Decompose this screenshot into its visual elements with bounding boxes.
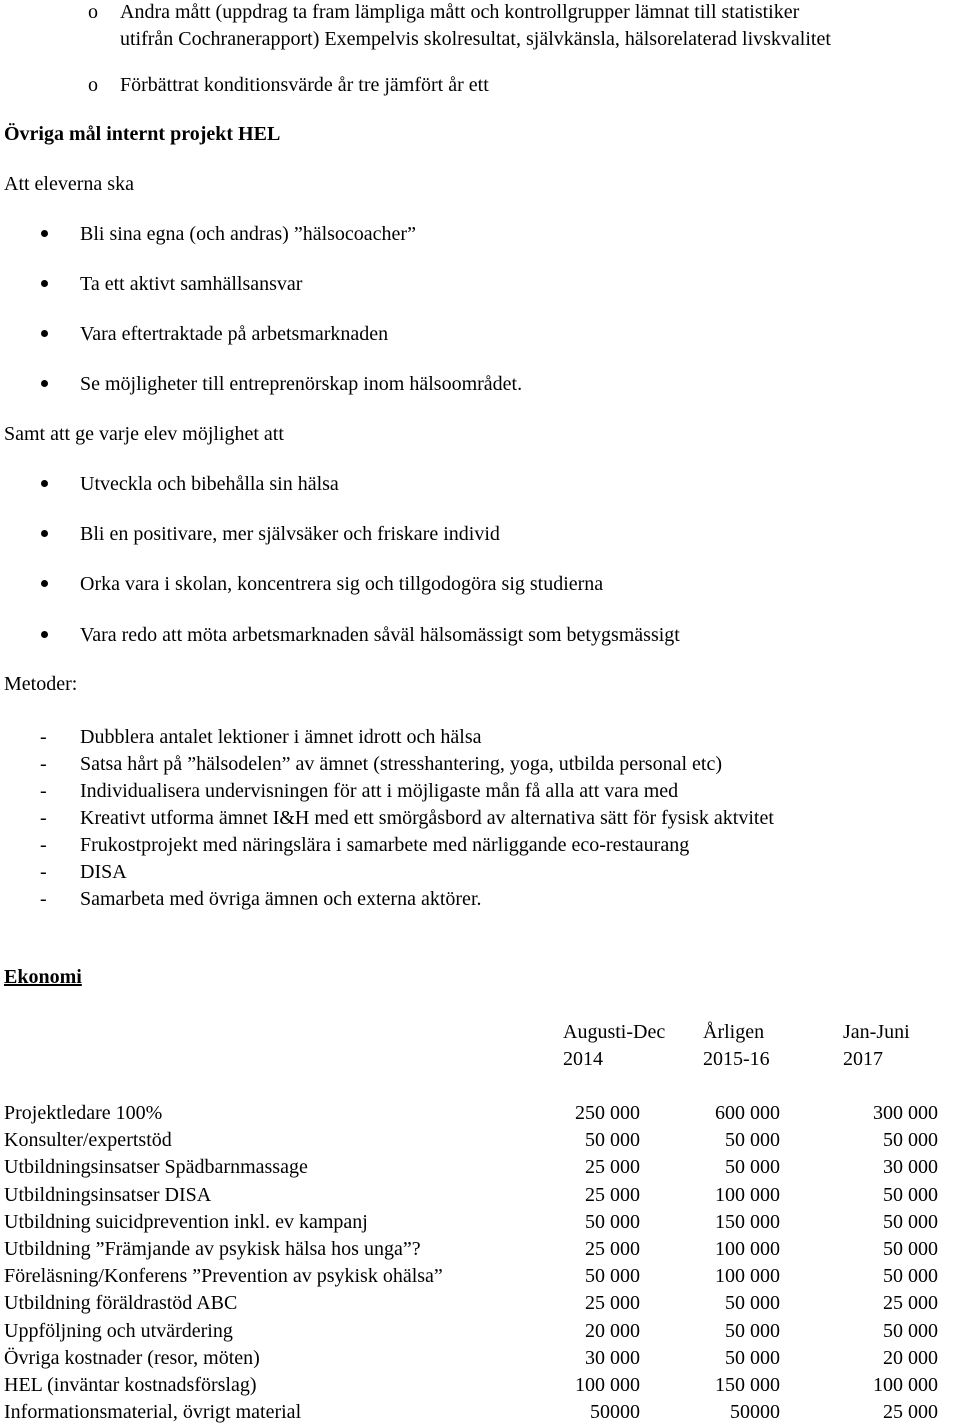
table-row-label: Konsulter/expertstöd bbox=[4, 1129, 172, 1151]
table-cell: 20 000 bbox=[585, 1320, 640, 1342]
table-cell: 50 000 bbox=[883, 1211, 938, 1233]
table-cell: 30 000 bbox=[585, 1347, 640, 1369]
table-cell: 50 000 bbox=[725, 1320, 780, 1342]
dash-marker: - bbox=[40, 726, 47, 748]
dash-marker: - bbox=[40, 834, 47, 856]
intro-eleverna: Att eleverna ska bbox=[4, 173, 134, 195]
list-item-line: utifrån Cochranerapport) Exempelvis skolresultat, självkänsla, hälsorelaterad livskvalitet bbox=[120, 28, 831, 50]
list-item: Frukostprojekt med näringslära i samarbete med närliggande eco-restaurang bbox=[80, 834, 690, 856]
table-cell: 100 000 bbox=[873, 1374, 938, 1396]
dash-marker: - bbox=[40, 888, 47, 910]
list-item: Vara eftertraktade på arbetsmarknaden bbox=[80, 323, 389, 345]
table-row-label: Utbildning ”Främjande av psykisk hälsa hos unga”? bbox=[4, 1238, 421, 1260]
table-cell: 100 000 bbox=[715, 1265, 780, 1287]
column-header: Årligen bbox=[703, 1021, 765, 1043]
table-cell: 50 000 bbox=[725, 1129, 780, 1151]
list-item: Kreativt utforma ämnet I&H med ett smörgåsbord av alternativa sätt för fysisk aktvitet bbox=[80, 807, 774, 829]
list-item: Dubblera antalet lektioner i ämnet idrott och hälsa bbox=[80, 726, 482, 748]
table-cell: 50 000 bbox=[883, 1238, 938, 1260]
table-cell: 600 000 bbox=[715, 1102, 780, 1124]
table-row-label: Föreläsning/Konferens ”Prevention av psykisk ohälsa” bbox=[4, 1265, 443, 1287]
table-row-label: Informationsmaterial, övrigt material bbox=[4, 1401, 302, 1423]
table-cell: 150 000 bbox=[715, 1374, 780, 1396]
list-marker: o bbox=[88, 74, 98, 96]
table-cell: 50 000 bbox=[725, 1292, 780, 1314]
table-cell: 50000 bbox=[590, 1401, 640, 1423]
bullet-icon bbox=[41, 631, 48, 638]
table-cell: 100 000 bbox=[715, 1238, 780, 1260]
metoder-label: Metoder: bbox=[4, 673, 78, 695]
table-row-label: Utbildning föräldrastöd ABC bbox=[4, 1292, 238, 1314]
bullet-icon bbox=[41, 230, 48, 237]
ekonomi-heading: Ekonomi bbox=[4, 966, 82, 988]
table-cell: 30 000 bbox=[883, 1156, 938, 1178]
table-cell: 25 000 bbox=[585, 1156, 640, 1178]
list-item: Individualisera undervisningen för att i möjligaste mån få alla att vara med bbox=[80, 780, 679, 802]
table-cell: 50 000 bbox=[725, 1156, 780, 1178]
intro-samt: Samt att ge varje elev möjlighet att bbox=[4, 423, 284, 445]
list-item-line: Förbättrat konditionsvärde år tre jämfört år ett bbox=[120, 74, 489, 96]
bullet-icon bbox=[41, 380, 48, 387]
list-item: Vara redo att möta arbetsmarknaden såväl hälsomässigt som betygsmässigt bbox=[80, 624, 680, 646]
table-row-label: Utbildning suicidprevention inkl. ev kampanj bbox=[4, 1211, 368, 1233]
table-cell: 50 000 bbox=[883, 1320, 938, 1342]
list-item: Utveckla och bibehålla sin hälsa bbox=[80, 473, 339, 495]
table-row-label: HEL (inväntar kostnadsförslag) bbox=[4, 1374, 257, 1396]
table-cell: 100 000 bbox=[575, 1374, 640, 1396]
list-item: Bli sina egna (och andras) ”hälsocoacher” bbox=[80, 223, 416, 245]
table-cell: 25 000 bbox=[585, 1238, 640, 1260]
list-item: Se möjligheter till entreprenörskap inom hälsoområdet. bbox=[80, 373, 523, 395]
column-header: 2014 bbox=[563, 1048, 603, 1070]
table-row-label: Utbildningsinsatser Spädbarnmassage bbox=[4, 1156, 308, 1178]
bullet-icon bbox=[41, 280, 48, 287]
table-row-label: Övriga kostnader (resor, möten) bbox=[4, 1347, 260, 1369]
list-item: Satsa hårt på ”hälsodelen” av ämnet (stresshantering, yoga, utbilda personal etc) bbox=[80, 753, 722, 775]
table-row-label: Utbildningsinsatser DISA bbox=[4, 1184, 212, 1206]
dash-marker: - bbox=[40, 861, 47, 883]
dash-marker: - bbox=[40, 780, 47, 802]
table-cell: 25 000 bbox=[883, 1401, 938, 1423]
list-item: DISA bbox=[80, 861, 127, 883]
table-cell: 25 000 bbox=[585, 1184, 640, 1206]
table-row-label: Uppföljning och utvärdering bbox=[4, 1320, 233, 1342]
table-cell: 50 000 bbox=[585, 1265, 640, 1287]
table-cell: 50000 bbox=[730, 1401, 780, 1423]
table-cell: 50 000 bbox=[725, 1347, 780, 1369]
dash-marker: - bbox=[40, 753, 47, 775]
table-cell: 300 000 bbox=[873, 1102, 938, 1124]
list-item: Bli en positivare, mer självsäker och friskare individ bbox=[80, 523, 500, 545]
column-header: 2017 bbox=[843, 1048, 883, 1070]
table-cell: 25 000 bbox=[883, 1292, 938, 1314]
section-heading-ovriga: Övriga mål internt projekt HEL bbox=[4, 123, 281, 145]
list-marker: o bbox=[88, 1, 98, 23]
table-row-label: Projektledare 100% bbox=[4, 1102, 163, 1124]
table-cell: 50 000 bbox=[585, 1211, 640, 1233]
dash-marker: - bbox=[40, 807, 47, 829]
table-cell: 100 000 bbox=[715, 1184, 780, 1206]
table-cell: 50 000 bbox=[883, 1129, 938, 1151]
column-header: Augusti-Dec bbox=[563, 1021, 666, 1043]
table-cell: 25 000 bbox=[585, 1292, 640, 1314]
list-item: Samarbeta med övriga ämnen och externa aktörer. bbox=[80, 888, 482, 910]
list-item-line: Andra mått (uppdrag ta fram lämpliga mått och kontrollgrupper lämnat till statistiker bbox=[120, 1, 800, 23]
table-cell: 20 000 bbox=[883, 1347, 938, 1369]
list-item: Orka vara i skolan, koncentrera sig och tillgodogöra sig studierna bbox=[80, 573, 604, 595]
bullet-icon bbox=[41, 480, 48, 487]
table-cell: 250 000 bbox=[575, 1102, 640, 1124]
bullet-icon bbox=[41, 580, 48, 587]
list-item: Ta ett aktivt samhällsansvar bbox=[80, 273, 303, 295]
bullet-icon bbox=[41, 330, 48, 337]
table-cell: 150 000 bbox=[715, 1211, 780, 1233]
table-cell: 50 000 bbox=[883, 1265, 938, 1287]
column-header: Jan-Juni bbox=[843, 1021, 910, 1043]
table-cell: 50 000 bbox=[883, 1184, 938, 1206]
bullet-icon bbox=[41, 530, 48, 537]
table-cell: 50 000 bbox=[585, 1129, 640, 1151]
column-header: 2015-16 bbox=[703, 1048, 770, 1070]
